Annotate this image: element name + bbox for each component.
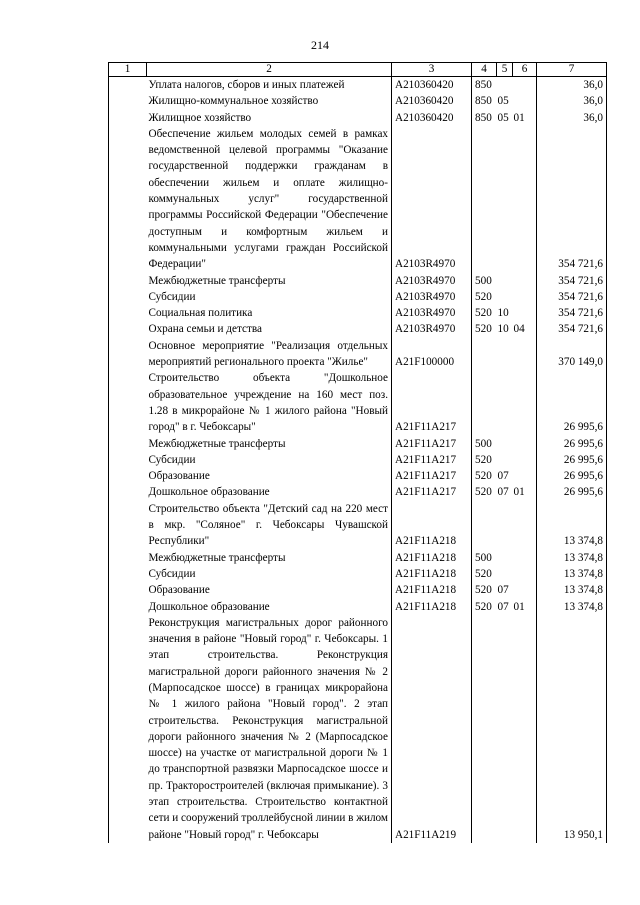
row-subsection: 01	[513, 599, 537, 615]
row-name: Образование	[147, 468, 392, 484]
page-number: 214	[311, 38, 329, 52]
row-subsection	[513, 77, 537, 94]
row-name: Дошкольное образование	[147, 599, 392, 615]
row-expense-type	[472, 615, 497, 843]
row-code: A2103R4970	[392, 126, 472, 273]
row-subsection	[513, 273, 537, 289]
row-section: 05	[497, 111, 509, 124]
row-expense-type: 500	[475, 551, 492, 564]
row-subsection	[513, 452, 537, 468]
table-row	[109, 582, 607, 598]
row-amount: 26 995,6	[537, 436, 607, 452]
row-name: Образование	[147, 582, 392, 598]
row-section: 10	[497, 323, 509, 336]
row-section	[497, 289, 513, 305]
row-expense-type: 520	[475, 323, 492, 336]
row-expense-type: 520	[475, 600, 492, 613]
table-row	[109, 615, 607, 843]
row-amount: 26 995,6	[537, 468, 607, 484]
row-expense-type: 520	[475, 567, 492, 580]
row-amount: 36,0	[537, 93, 607, 109]
row-subsection	[513, 370, 537, 435]
row-amount: 13 374,8	[537, 582, 607, 598]
table-body	[109, 77, 607, 843]
table-row	[109, 452, 607, 468]
row-section: 07	[497, 470, 509, 483]
row-name: Строительство объекта "Детский сад на 220 мест в мкр. "Соляное" г. Чебоксары Чувашской Республики"	[147, 501, 392, 550]
row-name: Межбюджетные трансферты	[147, 550, 392, 566]
row-expense-type: 850	[475, 111, 492, 124]
row-code: A210360420	[392, 110, 472, 126]
row-name: Строительство объекта "Дошкольное образовательное учреждение на 160 мест поз. 1.28 в микрорайоне № 1 жилого района "Новый город" в г. Чебоксары"	[147, 370, 392, 435]
row-section	[497, 436, 513, 452]
row-name: Межбюджетные трансферты	[147, 273, 392, 289]
row-expense-type: 500	[475, 437, 492, 450]
row-section	[497, 615, 513, 843]
row-name: Обеспечение жильем молодых семей в рамках ведомственной целевой программы "Оказание государственной поддержки гражданам в обеспечении жильем и оплате жилищно-коммунальных услуг" государственной программы Российской Федерации "Обеспечение доступным и комфортным жильем и коммунальными услугами граждан Российской Федерации"	[147, 126, 392, 273]
row-subsection	[513, 550, 537, 566]
row-amount: 26 995,6	[537, 452, 607, 468]
row-expense-type: 520	[475, 470, 492, 483]
table-row	[109, 77, 607, 94]
row-amount: 13 374,8	[537, 566, 607, 582]
row-expense-type	[472, 126, 497, 273]
table-row	[109, 484, 607, 500]
table-row	[109, 468, 607, 484]
table-row	[109, 321, 607, 337]
row-name: Социальная политика	[147, 305, 392, 321]
row-subsection	[513, 582, 537, 598]
row-amount: 13 374,8	[537, 501, 607, 550]
row-name: Жилищное хозяйство	[147, 110, 392, 126]
row-subsection	[513, 615, 537, 843]
row-expense-type: 520	[475, 307, 492, 320]
row-code: A21F11A218	[392, 599, 472, 615]
row-expense-type: 520	[475, 584, 492, 597]
table-row	[109, 305, 607, 321]
row-subsection	[513, 436, 537, 452]
row-code: A21F11A217	[392, 452, 472, 468]
row-name: Дошкольное образование	[147, 484, 392, 500]
row-amount: 26 995,6	[537, 484, 607, 500]
row-amount: 354 721,6	[537, 126, 607, 273]
table-row	[109, 501, 607, 550]
row-amount: 13 950,1	[537, 615, 607, 843]
row-section	[497, 273, 513, 289]
row-section: 07	[497, 600, 509, 613]
table-row	[109, 289, 607, 305]
row-code: A21F11A217	[392, 436, 472, 452]
row-expense-type	[472, 370, 497, 435]
row-expense-type: 500	[475, 274, 492, 287]
row-amount: 354 721,6	[537, 305, 607, 321]
row-expense-type: 520	[475, 486, 492, 499]
table-row	[109, 338, 607, 371]
row-code: A2103R4970	[392, 273, 472, 289]
row-expense-type: 850	[475, 79, 492, 91]
row-expense-type	[472, 501, 497, 550]
row-code: A21F11A218	[392, 566, 472, 582]
row-section	[497, 501, 513, 550]
row-amount: 354 721,6	[537, 273, 607, 289]
row-name: Уплата налогов, сборов и иных платежей	[147, 77, 392, 94]
row-amount: 36,0	[537, 77, 607, 94]
column-number-header	[109, 63, 607, 77]
row-subsection	[513, 305, 537, 321]
row-amount: 13 374,8	[537, 550, 607, 566]
row-section	[497, 126, 513, 273]
table-row	[109, 93, 607, 109]
row-subsection: 04	[513, 321, 537, 337]
row-name: Охрана семьи и детства	[147, 321, 392, 337]
row-name: Субсидии	[147, 289, 392, 305]
row-subsection: 01	[513, 484, 537, 500]
row-amount: 354 721,6	[537, 289, 607, 305]
row-subsection: 01	[513, 110, 537, 126]
row-subsection	[513, 289, 537, 305]
row-code: A21F11A218	[392, 582, 472, 598]
table-row	[109, 436, 607, 452]
row-name: Межбюджетные трансферты	[147, 436, 392, 452]
table-row	[109, 550, 607, 566]
row-section: 05	[497, 95, 509, 108]
row-name: Субсидии	[147, 452, 392, 468]
row-expense-type: 520	[475, 453, 492, 466]
row-section	[497, 370, 513, 435]
row-amount: 13 374,8	[537, 599, 607, 615]
table-row	[109, 126, 607, 273]
row-code: A21F11A218	[392, 550, 472, 566]
table-row	[109, 599, 607, 615]
col-header-6: 6	[513, 63, 537, 77]
row-subsection	[513, 93, 537, 109]
row-section	[497, 77, 513, 94]
row-name: Субсидии	[147, 566, 392, 582]
table-row	[109, 110, 607, 126]
row-amount: 26 995,6	[537, 370, 607, 435]
row-code: A21F11A217	[392, 468, 472, 484]
row-expense-type	[472, 338, 497, 371]
row-name: Основное мероприятие "Реализация отдельных мероприятий регионального проекта "Жилье"	[147, 338, 392, 371]
row-subsection	[513, 566, 537, 582]
row-section	[497, 566, 513, 582]
row-code: A210360420	[392, 93, 472, 109]
row-subsection	[513, 468, 537, 484]
row-code: A21F11A217	[392, 484, 472, 500]
col-header-4: 4	[472, 63, 497, 77]
col-header-1: 1	[109, 63, 147, 77]
row-code: A21F11A217	[392, 370, 472, 435]
row-section	[497, 338, 513, 371]
col-header-3: 3	[392, 63, 472, 77]
row-code: A2103R4970	[392, 305, 472, 321]
row-section: 10	[497, 307, 509, 320]
row-code: A2103R4970	[392, 289, 472, 305]
row-code: A21F11A219	[392, 615, 472, 843]
row-code: A21F11A218	[392, 501, 472, 550]
row-subsection	[513, 126, 537, 273]
table-row	[109, 370, 607, 435]
row-amount: 370 149,0	[537, 338, 607, 371]
col-header-2: 2	[147, 63, 392, 77]
row-expense-type: 520	[475, 290, 492, 303]
row-name: Жилищно-коммунальное хозяйство	[147, 93, 392, 109]
row-section	[497, 452, 513, 468]
row-code: A2103R4970	[392, 321, 472, 337]
col-header-5: 5	[497, 63, 513, 77]
row-name: Реконструкция магистральных дорог районного значения в районе "Новый город" г. Чебоксары. 1 этап строительства. Реконструкция магистральной дороги районного значения № 2 (Марпосадское шоссе) в границах микрорайона № 1 жилого района "Новый город". 2 этап строительства. Реконструкция магистральной дороги районного значения № 2 (Марпосадское шоссе) на участке от магистральной дороги № 1 до транспортной развязки Марпосадское шоссе и пр. Тракторостроителей (включая примыкание). 3 этап строительства. Строительство контактной сети и сооружений троллейбусной линии в жилом районе "Новый город" г. Чебоксары	[147, 615, 392, 843]
row-section	[497, 550, 513, 566]
col-header-7: 7	[537, 63, 607, 77]
row-subsection	[513, 501, 537, 550]
row-amount: 354 721,6	[537, 321, 607, 337]
row-amount: 36,0	[537, 110, 607, 126]
table-row	[109, 566, 607, 582]
row-subsection	[513, 338, 537, 371]
row-section: 07	[497, 584, 509, 597]
row-code: A21F100000	[392, 338, 472, 371]
row-section: 07	[497, 486, 509, 499]
table-row	[109, 273, 607, 289]
row-expense-type: 850	[475, 95, 492, 108]
row-code: A210360420	[392, 77, 472, 94]
budget-table	[108, 62, 607, 843]
